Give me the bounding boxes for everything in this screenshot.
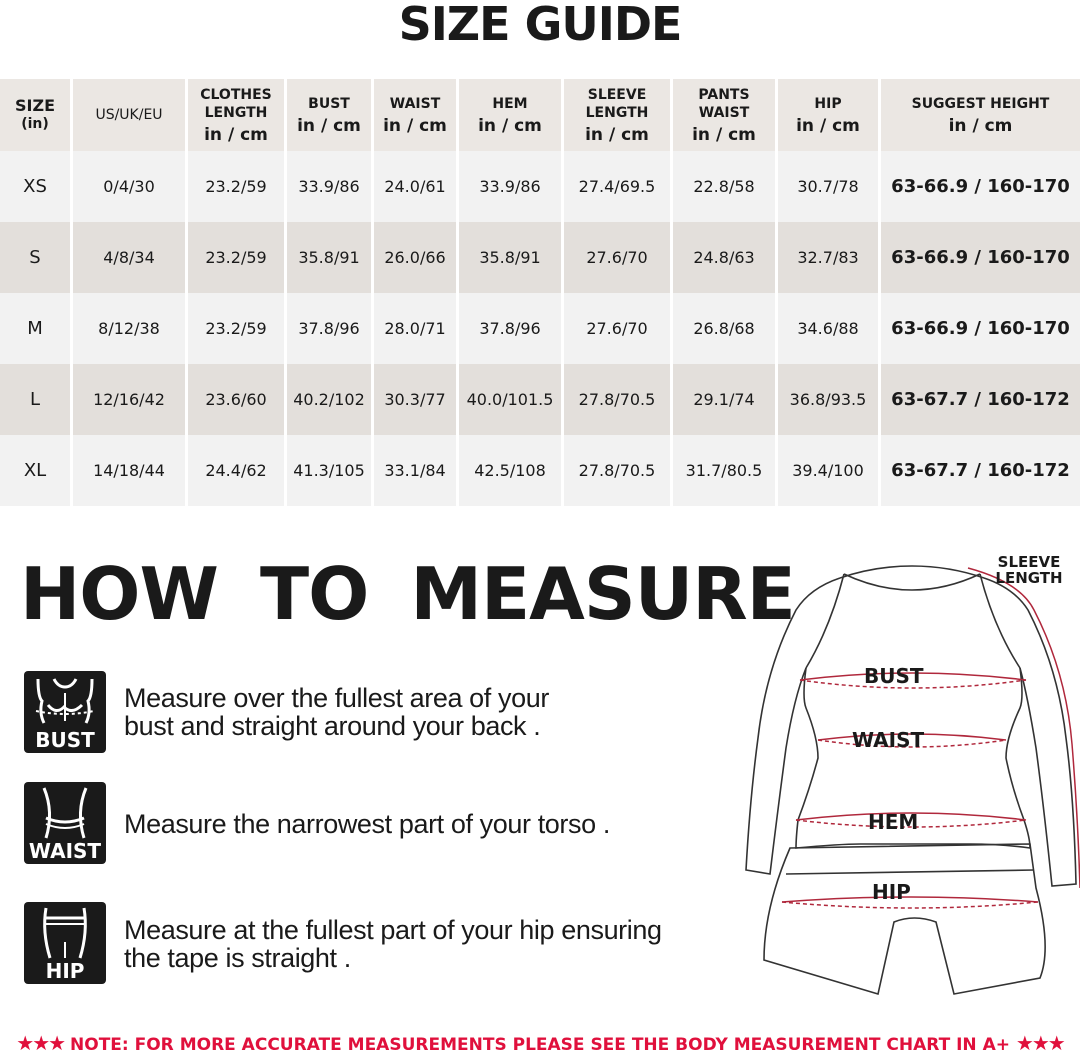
table-cell: 23.6/60 (188, 364, 284, 435)
stars-right-icon: ★★★ (1015, 1031, 1064, 1055)
table-cell: 35.8/91 (459, 222, 561, 293)
column-header-unit: in / cm (585, 125, 649, 145)
table-cell: 27.6/70 (564, 222, 670, 293)
hip-icon-label: HIP (45, 959, 85, 983)
column-header (778, 79, 878, 151)
sleeve-length-label (984, 554, 1074, 586)
waist-icon (24, 782, 106, 864)
column-header-title: SIZE (14, 96, 55, 115)
bust-icon (24, 671, 106, 753)
bust-description-line1: Measure over the fullest area of your (124, 683, 549, 713)
measurement-note (0, 1032, 1080, 1056)
hip-icon (24, 902, 106, 984)
table-cell: 31.7/80.5 (673, 435, 775, 506)
table-cell: 63-66.9 / 160-170 (881, 293, 1080, 364)
diagram-hip-label: HIP (872, 880, 911, 904)
hip-description-line2: the tape is straight . (124, 943, 351, 973)
table-cell: 41.3/105 (287, 435, 371, 506)
bust-description (124, 684, 549, 740)
sleeve-length-label-line2: LENGTH (995, 569, 1063, 587)
table-cell: 34.6/88 (778, 293, 878, 364)
table-cell: 4/8/34 (73, 222, 185, 293)
diagram-bust-label: BUST (864, 664, 924, 688)
table-cell: 63-67.7 / 160-172 (881, 435, 1080, 506)
table-cell: 23.2/59 (188, 151, 284, 222)
column-header-title: SUGGEST HEIGHT (911, 96, 1050, 112)
sleeve-length-label-line1: SLEEVE (997, 553, 1061, 571)
table-cell: 12/16/42 (73, 364, 185, 435)
table-cell: 28.0/71 (374, 293, 456, 364)
table-cell: 27.4/69.5 (564, 151, 670, 222)
table-cell: 27.6/70 (564, 293, 670, 364)
column-header (188, 79, 284, 151)
table-cell: 40.2/102 (287, 364, 371, 435)
table-cell: 33.1/84 (374, 435, 456, 506)
column-header-unit: in / cm (948, 116, 1013, 136)
table-cell: 30.7/78 (778, 151, 878, 222)
column-header-title: CLOTHES LENGTH (200, 87, 272, 121)
size-cell: XS (0, 151, 70, 222)
table-cell: 63-66.9 / 160-170 (881, 151, 1080, 222)
table-cell: 26.0/66 (374, 222, 456, 293)
hip-description-line1: Measure at the fullest part of your hip ensuring (124, 915, 662, 945)
stars-left-icon: ★★★ (16, 1031, 65, 1055)
table-cell: 24.4/62 (188, 435, 284, 506)
waist-description-line1: Measure the narrowest part of your torso . (124, 809, 610, 839)
column-header-title: US/UK/EU (95, 107, 163, 123)
table-cell: 32.7/83 (778, 222, 878, 293)
waist-icon-label: WAIST (28, 839, 102, 863)
table-cell: 33.9/86 (287, 151, 371, 222)
table-cell: 24.8/63 (673, 222, 775, 293)
column-header-unit: in / cm (383, 116, 447, 136)
table-cell: 33.9/86 (459, 151, 561, 222)
column-header-unit: in / cm (297, 116, 361, 136)
column-header (0, 79, 70, 151)
bust-description-line2: bust and straight around your back . (124, 711, 541, 741)
size-table (0, 79, 1080, 506)
column-header-title: HEM (492, 96, 528, 112)
table-cell: 37.8/96 (287, 293, 371, 364)
table-cell: 22.8/58 (673, 151, 775, 222)
diagram-waist-label: WAIST (852, 728, 925, 752)
column-header-title: PANTS WAIST (698, 87, 750, 121)
table-cell: 24.0/61 (374, 151, 456, 222)
waist-description (124, 810, 610, 838)
column-header-unit: in / cm (692, 125, 756, 145)
table-cell: 27.8/70.5 (564, 435, 670, 506)
column-header (459, 79, 561, 151)
table-cell: 39.4/100 (778, 435, 878, 506)
column-header-unit: in / cm (204, 125, 268, 145)
table-cell: 8/12/38 (73, 293, 185, 364)
size-cell: S (0, 222, 70, 293)
column-header-unit: in / cm (478, 116, 542, 136)
column-header (73, 79, 185, 151)
table-cell: 30.3/77 (374, 364, 456, 435)
table-cell: 29.1/74 (673, 364, 775, 435)
column-header (564, 79, 670, 151)
garment-outline (740, 548, 1080, 998)
column-header-title: HIP (814, 96, 842, 112)
table-cell: 36.8/93.5 (778, 364, 878, 435)
table-cell: 63-67.7 / 160-172 (881, 364, 1080, 435)
table-cell: 27.8/70.5 (564, 364, 670, 435)
garment-diagram (740, 548, 1080, 998)
table-cell: 23.2/59 (188, 293, 284, 364)
column-header-unit: in / cm (796, 116, 860, 136)
column-header-title: BUST (308, 96, 350, 112)
column-header-unit: (in) (21, 116, 49, 132)
table-cell: 37.8/96 (459, 293, 561, 364)
diagram-hem-label: HEM (868, 810, 919, 834)
table-cell: 40.0/101.5 (459, 364, 561, 435)
how-to-measure-heading: HOW TO MEASURE (20, 552, 795, 636)
bust-icon-label: BUST (35, 728, 95, 752)
size-cell: M (0, 293, 70, 364)
table-cell: 26.8/68 (673, 293, 775, 364)
column-header-title: WAIST (389, 96, 441, 112)
size-cell: XL (0, 435, 70, 506)
size-cell: L (0, 364, 70, 435)
table-cell: 42.5/108 (459, 435, 561, 506)
column-header-title: SLEEVE LENGTH (585, 87, 649, 121)
table-cell: 0/4/30 (73, 151, 185, 222)
page-title: SIZE GUIDE (398, 0, 682, 51)
column-header (881, 79, 1080, 151)
column-header (374, 79, 456, 151)
hip-description (124, 916, 662, 972)
table-cell: 63-66.9 / 160-170 (881, 222, 1080, 293)
note-text: NOTE: FOR MORE ACCURATE MEASUREMENTS PLEASE SEE THE BODY MEASUREMENT CHART IN A+ (70, 1035, 1010, 1055)
column-header (673, 79, 775, 151)
table-cell: 23.2/59 (188, 222, 284, 293)
table-cell: 14/18/44 (73, 435, 185, 506)
table-cell: 35.8/91 (287, 222, 371, 293)
column-header (287, 79, 371, 151)
